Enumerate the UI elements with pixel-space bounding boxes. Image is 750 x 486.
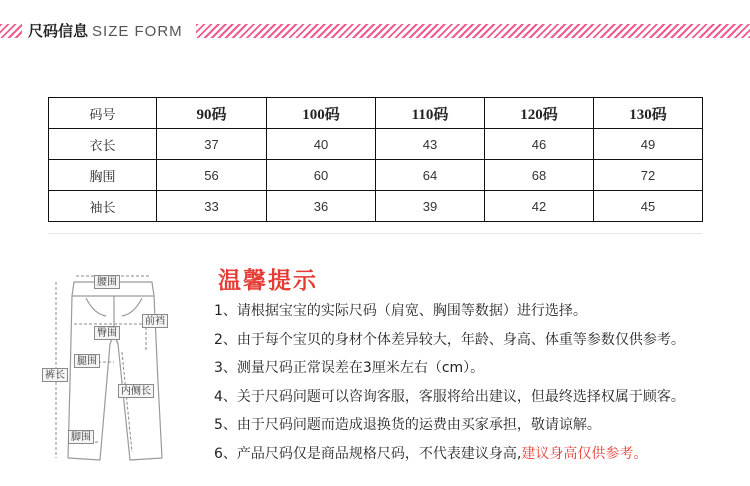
length-label: 裤长 [42, 368, 68, 382]
table-cell: 56 [157, 160, 267, 191]
row-label-chest: 胸围 [49, 160, 157, 191]
table-cell: 40 [267, 129, 376, 160]
size-column-120: 120码 [485, 98, 594, 129]
table-row [49, 191, 703, 222]
tips-title: 温馨提示 [218, 268, 318, 294]
table-cell: 72 [594, 160, 703, 191]
table-cell: 43 [376, 129, 485, 160]
table-cell: 64 [376, 160, 485, 191]
section-divider [48, 233, 702, 234]
size-column-90: 90码 [157, 98, 267, 129]
size-column-100: 100码 [267, 98, 376, 129]
row-label-length: 衣长 [49, 129, 157, 160]
tip-item: 1、请根据宝宝的实际尺码（肩宽、胸围等数据）进行选择。 [214, 303, 587, 319]
table-cell: 45 [594, 191, 703, 222]
tip-item: 5、由于尺码问题而造成退换货的运费由买家承担，敬请谅解。 [214, 417, 601, 434]
table-cell: 46 [485, 129, 594, 160]
tip-item-highlight: 建议身高仅供参考。 [521, 445, 648, 462]
table-row [49, 160, 703, 191]
table-row [49, 129, 703, 160]
pants-measurement-diagram [34, 262, 194, 472]
section-title [28, 20, 183, 42]
inseam-label: 内侧长 [118, 384, 154, 398]
size-header-label: 码号 [49, 98, 157, 129]
table-cell: 39 [376, 191, 485, 222]
section-title-en: SIZE FORM [92, 23, 183, 40]
pants-outline-icon [34, 262, 194, 472]
size-table-header-row [49, 98, 703, 129]
header-stripe-right [196, 24, 750, 38]
section-title-cn: 尺码信息 [28, 22, 89, 40]
tip-item [214, 441, 685, 470]
tips-list [214, 298, 685, 470]
tip-item: 3、测量尺码正常误差在3厘米左右（cm）。 [214, 360, 485, 377]
table-cell: 37 [157, 129, 267, 160]
table-cell: 33 [157, 191, 267, 222]
table-cell: 49 [594, 129, 703, 160]
size-column-130: 130码 [594, 98, 703, 129]
front-rise-label: 前裆 [142, 314, 168, 328]
size-table [48, 97, 703, 222]
row-label-sleeve: 袖长 [49, 191, 157, 222]
waist-label: 腰围 [94, 275, 120, 289]
tip-item: 2、由于每个宝贝的身材个体差异较大，年龄、身高、体重等参数仅供参考。 [214, 331, 685, 348]
thigh-label: 腿围 [74, 354, 100, 368]
size-column-110: 110码 [376, 98, 485, 129]
header-stripe-left [0, 24, 22, 38]
leg-opening-label: 脚围 [68, 430, 94, 444]
tip-item: 4、关于尺码问题可以咨询客服，客服将给出建议，但最终选择权属于顾客。 [214, 388, 685, 405]
section-header [0, 18, 750, 44]
table-cell: 60 [267, 160, 376, 191]
table-cell: 42 [485, 191, 594, 222]
hip-label: 臀围 [94, 326, 120, 340]
table-cell: 36 [267, 191, 376, 222]
table-cell: 68 [485, 160, 594, 191]
tip-item-text: 6、产品尺码仅是商品规格尺码，不代表建议身高, [214, 445, 522, 462]
